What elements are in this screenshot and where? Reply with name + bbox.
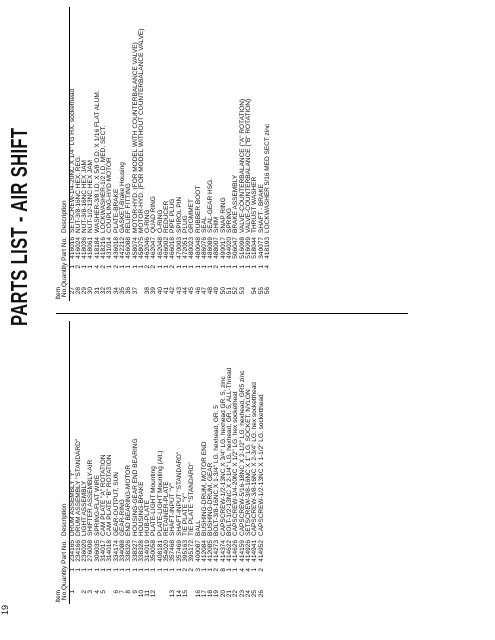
- quantity-cell: 1: [156, 265, 164, 269]
- description-cell: PLATE-LIGHT Mounting: [150, 466, 158, 536]
- description-cell: SHAFT - BRAKE: [257, 183, 265, 233]
- description-cell: RUBBER BOOT: [194, 185, 202, 233]
- quantity-cell: 1: [169, 568, 177, 572]
- item-no-cell: 11: [144, 590, 152, 597]
- description-cell: SETSCREW-3/8-16NC X 1" LG. SOCKET, NYLON: [244, 389, 252, 536]
- item-no-cell: 14: [175, 590, 183, 598]
- item-no-cell: 42: [169, 287, 177, 295]
- description-cell: PIPE PLUG: [169, 198, 177, 233]
- item-no-cell: 13: [169, 590, 177, 598]
- item-no-cell: 20: [219, 590, 227, 598]
- part-no-cell: 414926: [244, 540, 252, 562]
- item-no-cell: 35: [118, 287, 126, 295]
- item-no-cell: 2: [81, 590, 89, 594]
- item-no-cell: 38: [144, 287, 152, 295]
- description-cell: CAPSCREW-1/2-13NC X 1-1/2" LG. socketthead: [257, 394, 265, 536]
- description-cell: BALL: [194, 520, 202, 536]
- table-row: [265, 7, 271, 301]
- part-no-cell: 334174: [112, 540, 120, 562]
- item-no-cell: 4: [93, 590, 101, 594]
- table-row: [259, 321, 265, 604]
- item-no-cell: 7: [118, 590, 126, 594]
- part-no-cell: 486076: [200, 237, 208, 259]
- part-no-cell: 334088: [118, 540, 126, 562]
- quantity-cell: 4: [238, 568, 246, 572]
- quantity-cell: 1: [251, 265, 259, 269]
- quantity-cell: 2: [188, 568, 196, 572]
- header-quantity: Quantity: [61, 262, 69, 287]
- quantity-cell: 1: [93, 568, 101, 572]
- quantity-cell: 4: [93, 265, 101, 269]
- quantity-cell: 2: [213, 265, 221, 269]
- part-no-cell: 395163: [181, 540, 189, 562]
- description-cell: PLUG: [181, 215, 189, 233]
- quantity-cell: 2: [213, 568, 221, 572]
- quantity-cell: 1: [188, 265, 196, 269]
- part-no-cell: 416024: [74, 237, 82, 259]
- part-no-cell: 516099: [244, 237, 252, 259]
- quantity-cell: 1: [163, 265, 171, 269]
- part-no-cell: 400087: [194, 540, 202, 562]
- part-no-cell: 494020: [226, 237, 234, 259]
- header-item: Item No.: [55, 590, 69, 603]
- part-no-cell: 466002: [163, 237, 171, 259]
- part-no-cell: 418036: [81, 237, 89, 259]
- description-cell: GEAR-RING: [118, 499, 126, 536]
- quantity-cell: 1: [118, 568, 126, 572]
- part-no-cell: 357469: [175, 540, 183, 562]
- part-no-cell: 458074: [131, 237, 139, 259]
- part-no-cell: 395172: [188, 540, 196, 562]
- part-no-cell: 506047: [232, 237, 240, 259]
- description-cell: CAM PLATE "B" ROTATION: [106, 454, 114, 536]
- part-no-cell: 414622: [226, 540, 234, 562]
- part-no-cell: 350058: [150, 540, 158, 562]
- item-no-cell: 21: [226, 590, 234, 598]
- quantity-cell: 2: [144, 265, 152, 269]
- item-no-cell: 49: [213, 287, 221, 295]
- part-no-cell: 480048: [194, 237, 202, 259]
- description-cell: SEAL-GEAR HSG.: [207, 178, 215, 233]
- quantity-cell: 2: [169, 265, 177, 269]
- part-no-cell: 466018: [169, 237, 177, 259]
- item-no-cell: 10: [137, 590, 145, 598]
- description-cell: O-RING: [144, 209, 152, 233]
- item-no-cell: 36: [125, 287, 133, 295]
- description-cell: PLATE-LIGHT Mounting (Alt.): [156, 450, 164, 536]
- part-no-cell: 414952: [257, 540, 265, 562]
- part-no-cell: 416016: [68, 237, 76, 259]
- part-no-cell: 418216: [100, 237, 108, 259]
- description-cell: HUB-PLATE: [144, 500, 152, 536]
- part-no-cell: 472051: [181, 237, 189, 259]
- item-no-cell: 31: [93, 287, 101, 295]
- quantity-cell: 1: [232, 265, 240, 269]
- part-no-cell: 456088: [125, 237, 133, 259]
- description-cell: LOCKWASHER-1/2 I.D. MED. SECT.: [100, 125, 108, 233]
- part-no-cell: 418184: [93, 237, 101, 259]
- item-no-cell: 26: [257, 590, 265, 598]
- part-no-cell: 234165: [68, 540, 76, 562]
- part-no-cell: 462047: [150, 237, 158, 259]
- description-cell: REDUCER: [163, 200, 171, 233]
- item-no-cell: 32: [100, 287, 108, 295]
- table-divider: [56, 313, 408, 314]
- description-cell: GROMMET: [188, 199, 196, 233]
- part-no-cell: 490017: [219, 237, 227, 259]
- item-no-cell: 56: [263, 287, 271, 295]
- quantity-cell: 1: [219, 265, 227, 269]
- part-no-cell: 414941: [251, 540, 259, 562]
- description-cell: PLATE-BRAKE: [112, 188, 120, 233]
- part-no-cell: 442212: [118, 237, 126, 259]
- quantity-cell: 2: [150, 265, 158, 269]
- item-no-cell: 18: [207, 590, 215, 598]
- part-no-cell: 340077: [257, 237, 265, 259]
- item-no-cell: 44: [181, 287, 189, 295]
- quantity-cell: 8: [219, 568, 227, 572]
- quantity-cell: 1: [131, 265, 139, 269]
- part-no-cell: 306035: [93, 540, 101, 562]
- quantity-cell: 2: [181, 568, 189, 572]
- quantity-cell: 1: [226, 265, 234, 269]
- item-no-cell: 47: [200, 287, 208, 295]
- quantity-cell: 2: [74, 265, 82, 269]
- part-no-cell: 418193: [263, 237, 271, 259]
- description-cell: SETSCREW-1/4-20NC X 1/4" LG HX. sockethead: [68, 88, 76, 233]
- item-no-cell: 25: [251, 590, 259, 598]
- part-no-cell: 338326: [125, 540, 133, 562]
- quantity-cell: 1: [131, 568, 139, 572]
- quantity-cell: 1: [226, 568, 234, 572]
- item-no-cell: 12: [150, 590, 158, 598]
- quantity-cell: 1: [150, 568, 158, 572]
- item-no-cell: 15: [181, 590, 189, 598]
- header-part-no: Part No.: [61, 237, 69, 261]
- part-no-cell: 408181: [156, 540, 164, 562]
- part-no-cell: 414159: [238, 540, 246, 562]
- description-cell: SPRING: [226, 208, 234, 233]
- item-no-cell: 16: [194, 590, 202, 598]
- item-no-cell: 52: [232, 287, 240, 295]
- table-body-right: [70, 7, 272, 301]
- description-cell: HOUSING-BRAKE: [137, 481, 145, 536]
- header-description: Description: [61, 200, 69, 233]
- description-cell: BUSHING-DRUM, GEAR: [207, 462, 215, 536]
- item-no-cell: 5: [100, 590, 108, 594]
- item-no-cell: 43: [175, 287, 183, 295]
- part-no-cell: 436018: [112, 237, 120, 259]
- description-cell: SEAL: [200, 216, 208, 233]
- part-no-cell: 338328: [137, 540, 145, 562]
- part-no-cell: 354020: [163, 540, 171, 562]
- description-cell: TIE PLATE "Y": [181, 493, 189, 536]
- quantity-cell: 2: [100, 265, 108, 269]
- quantity-cell: 1: [100, 568, 108, 572]
- description-cell: MOTOR-HYD. (FOR MODEL WITH COUNTERBALANCE VALVE): [131, 42, 139, 233]
- item-no-cell: 27: [68, 287, 76, 295]
- quantity-cell: 4: [263, 265, 271, 269]
- part-no-cell: 480023: [188, 237, 196, 259]
- part-no-cell: 276008: [87, 540, 95, 562]
- part-no-cell: 462046: [144, 237, 152, 259]
- item-no-cell: 33: [106, 287, 114, 295]
- quantity-cell: 2: [112, 265, 120, 269]
- description-cell: VALVE-COUNTERBALANCE ("B" ROTATION): [244, 98, 252, 233]
- description-cell: BOLT-1/2-13NC X 2-1/4" LG. hexhead, GR. 5, ALL-Thread: [226, 367, 234, 536]
- description-cell: CAPSCREW-1/2-13NC X 3/4" LG. hexhead GR. 5, zinc: [219, 376, 227, 536]
- part-no-cell: 431014: [106, 237, 114, 259]
- part-no-cell: 462048: [156, 237, 164, 259]
- description-cell: COUPLING-HYD MOTOR: [106, 157, 114, 233]
- description-cell: O-RING: [156, 209, 164, 233]
- part-no-cell: 314017: [100, 540, 108, 562]
- parts-table-right: [56, 7, 271, 301]
- part-no-cell: 314018: [106, 540, 114, 562]
- item-no-cell: 6: [112, 590, 120, 594]
- description-cell: NUT-3/8-16NC HEX, REG.: [74, 155, 82, 233]
- parts-table-left: [56, 321, 265, 604]
- quantity-cell: 1: [106, 265, 114, 269]
- quantity-cell: 1: [181, 265, 189, 269]
- quantity-cell: 1: [163, 568, 171, 572]
- quantity-cell: 3: [194, 568, 202, 572]
- part-no-cell: 414374: [219, 540, 227, 562]
- item-no-cell: 34: [112, 287, 120, 295]
- page-title: PARTS LIST - AIR SHIFT: [6, 127, 32, 326]
- description-cell: SHIFTER ASSEMBLY-AIR: [87, 459, 95, 536]
- description-cell: CAPSCREW-3/8-16NC X 2-3/4" LG. hex socketthead: [251, 382, 259, 536]
- item-no-cell: 17: [200, 590, 208, 598]
- quantity-cell: 1: [238, 265, 246, 269]
- quantity-cell: 1: [112, 568, 120, 572]
- quantity-cell: 1: [137, 568, 145, 572]
- description-cell: LIGHT ASSEMBLY: [81, 480, 89, 536]
- header-part-no: Part No.: [61, 540, 69, 564]
- part-no-cell: 470003: [175, 237, 183, 259]
- description-cell: THRUST WASHER: [251, 176, 259, 233]
- description-cell: BUSHING-DRUM, MOTOR END: [200, 441, 208, 536]
- item-no-cell: 39: [150, 287, 158, 295]
- description-cell: RETAINER-PLATE: [163, 481, 171, 536]
- part-no-cell: 314019: [144, 540, 152, 562]
- quantity-cell: 1: [144, 568, 152, 572]
- item-no-cell: 45: [188, 287, 196, 295]
- description-cell: SHAFT-INPUT "STANDARD": [175, 451, 183, 536]
- item-no-cell: 50: [219, 287, 227, 295]
- quantity-cell: 1: [125, 568, 133, 572]
- quantity-cell: 1: [87, 265, 95, 269]
- part-no-cell: 338327: [131, 540, 139, 562]
- quantity-cell: 1: [87, 568, 95, 572]
- description-cell: WASHER-3/8 I.D. X 5/8 O.D. X 1/16 FLAT ALUM.: [93, 90, 101, 233]
- quantity-cell: 1: [251, 568, 259, 572]
- part-no-cell: 234166: [74, 540, 82, 562]
- item-no-cell: 51: [226, 287, 234, 295]
- part-no-cell: 518044: [251, 237, 259, 259]
- quantity-cell: 1: [207, 568, 215, 572]
- part-no-cell: 357468: [169, 540, 177, 562]
- quantity-cell: 1: [81, 265, 89, 269]
- description-cell: GEAR-OUTPUT, SUN: [112, 472, 120, 536]
- quantity-cell: 1: [137, 265, 145, 269]
- item-no-cell: 53: [238, 287, 246, 295]
- description-cell: RELIEF FITTING: [125, 183, 133, 233]
- header-quantity: Quantity: [61, 565, 69, 590]
- description-cell: NUT-3/8-16NC HEX JAM: [81, 160, 89, 233]
- description-cell: TIE PLATE "STANDARD": [188, 462, 196, 536]
- item-no-cell: 29: [81, 287, 89, 295]
- description-cell: SHIM: [213, 216, 221, 233]
- quantity-cell: 1: [118, 265, 126, 269]
- description-cell: BRAKE ASSEMBLY: [232, 174, 240, 233]
- quantity-cell: 1: [125, 265, 133, 269]
- description-cell: BOLT-3/8-16NC X 1-3/4" LG. hexhead, GR. 5: [213, 405, 221, 536]
- quantity-cell: 1: [106, 568, 114, 572]
- item-no-cell: 54: [251, 287, 259, 295]
- quantity-cell: 1: [244, 265, 252, 269]
- item-no-cell: 1: [68, 590, 76, 594]
- description-cell: VALVE-COUNTERBALANCE ("A" ROTATION): [238, 98, 246, 233]
- description-cell: CAM PLATE "A" ROTATION: [100, 454, 108, 536]
- item-no-cell: 41: [163, 287, 171, 295]
- item-no-cell: 30: [87, 287, 95, 295]
- header-item: Item No.: [55, 287, 69, 300]
- part-no-cell: 458075: [137, 237, 145, 259]
- quantity-cell: 1: [175, 568, 183, 572]
- part-no-cell: 412084: [200, 540, 208, 562]
- quantity-cell: 1: [175, 265, 183, 269]
- quantity-cell: 1: [200, 568, 208, 572]
- item-no-cell: 28: [74, 287, 82, 295]
- part-no-cell: 412085: [207, 540, 215, 562]
- header-description: Description: [61, 503, 69, 536]
- description-cell: DRUM ASSEMBLY "Y": [68, 469, 76, 536]
- item-no-cell: 24: [244, 590, 252, 598]
- description-cell: NUT-1/2-13NC HEX JAM: [87, 160, 95, 233]
- description-cell: QUAD RING: [150, 196, 158, 233]
- item-no-cell: 48: [207, 287, 215, 295]
- quantity-cell: 4: [244, 568, 252, 572]
- page-number: 19: [0, 604, 10, 615]
- quantity-cell: 1: [257, 265, 265, 269]
- description-cell: SPIROL PIN: [175, 196, 183, 233]
- quantity-cell: 1: [68, 265, 76, 269]
- table-header: [56, 321, 70, 604]
- part-no-cell: 516098: [238, 237, 246, 259]
- item-no-cell: 37: [131, 287, 139, 295]
- quantity-cell: 2: [257, 568, 265, 572]
- description-cell: LOCKWASHER 5/16 MED SECT zinc: [263, 123, 271, 233]
- item-no-cell: 19: [213, 590, 221, 598]
- item-no-cell: 9: [131, 590, 139, 594]
- description-cell: SHAFT-INPUT "Y": [169, 482, 177, 536]
- part-no-cell: 414626: [232, 540, 240, 562]
- description-cell: SNAP RING: [219, 197, 227, 233]
- quantity-cell: 1: [81, 568, 89, 572]
- part-no-cell: 236020: [81, 540, 89, 562]
- description-cell: HOUSING-GEAR END BEARING: [131, 438, 139, 536]
- quantity-cell: 1: [194, 265, 202, 269]
- part-no-cell: 418061: [87, 237, 95, 259]
- quantity-cell: 1: [68, 568, 76, 572]
- description-cell: GASKET-Brake Housing: [118, 162, 126, 233]
- item-no-cell: 3: [87, 590, 95, 594]
- description-cell: CAPSCREW-5/16-18NC X 2-1/2" LG. hexhead, GR5 zinc: [238, 370, 246, 536]
- part-no-cell: 488007: [213, 237, 221, 259]
- description-cell: MOTOR-HYD. (FOR MODEL WITHOUT COUNTERBALANCE VALVE): [137, 28, 145, 233]
- quantity-cell: 1: [232, 568, 240, 572]
- description-cell: SPRING-FLAT WIRE: [93, 474, 101, 536]
- quantity-cell: 1: [207, 265, 215, 269]
- table-body-left: [70, 321, 265, 604]
- item-no-cell: 23: [238, 590, 246, 598]
- description-cell: END BEARING-MOTOR: [125, 464, 133, 536]
- quantity-cell: 1: [200, 265, 208, 269]
- item-no-cell: 55: [257, 287, 265, 295]
- quantity-cell: 1: [156, 568, 164, 572]
- item-no-cell: 46: [194, 287, 202, 295]
- part-no-cell: 414273: [213, 540, 221, 562]
- item-no-cell: 8: [125, 590, 133, 594]
- description-cell: DRUM ASSEMBLY "STANDARD": [74, 438, 82, 536]
- item-no-cell: 22: [232, 590, 240, 598]
- quantity-cell: 1: [74, 568, 82, 572]
- table-header: [56, 7, 70, 301]
- description-cell: CAPSCREW-1/4-20NC X 1/2" LG. hex socketheat: [232, 391, 240, 536]
- part-no-cell: 486089: [207, 237, 215, 259]
- item-no-cell: 40: [156, 287, 164, 295]
